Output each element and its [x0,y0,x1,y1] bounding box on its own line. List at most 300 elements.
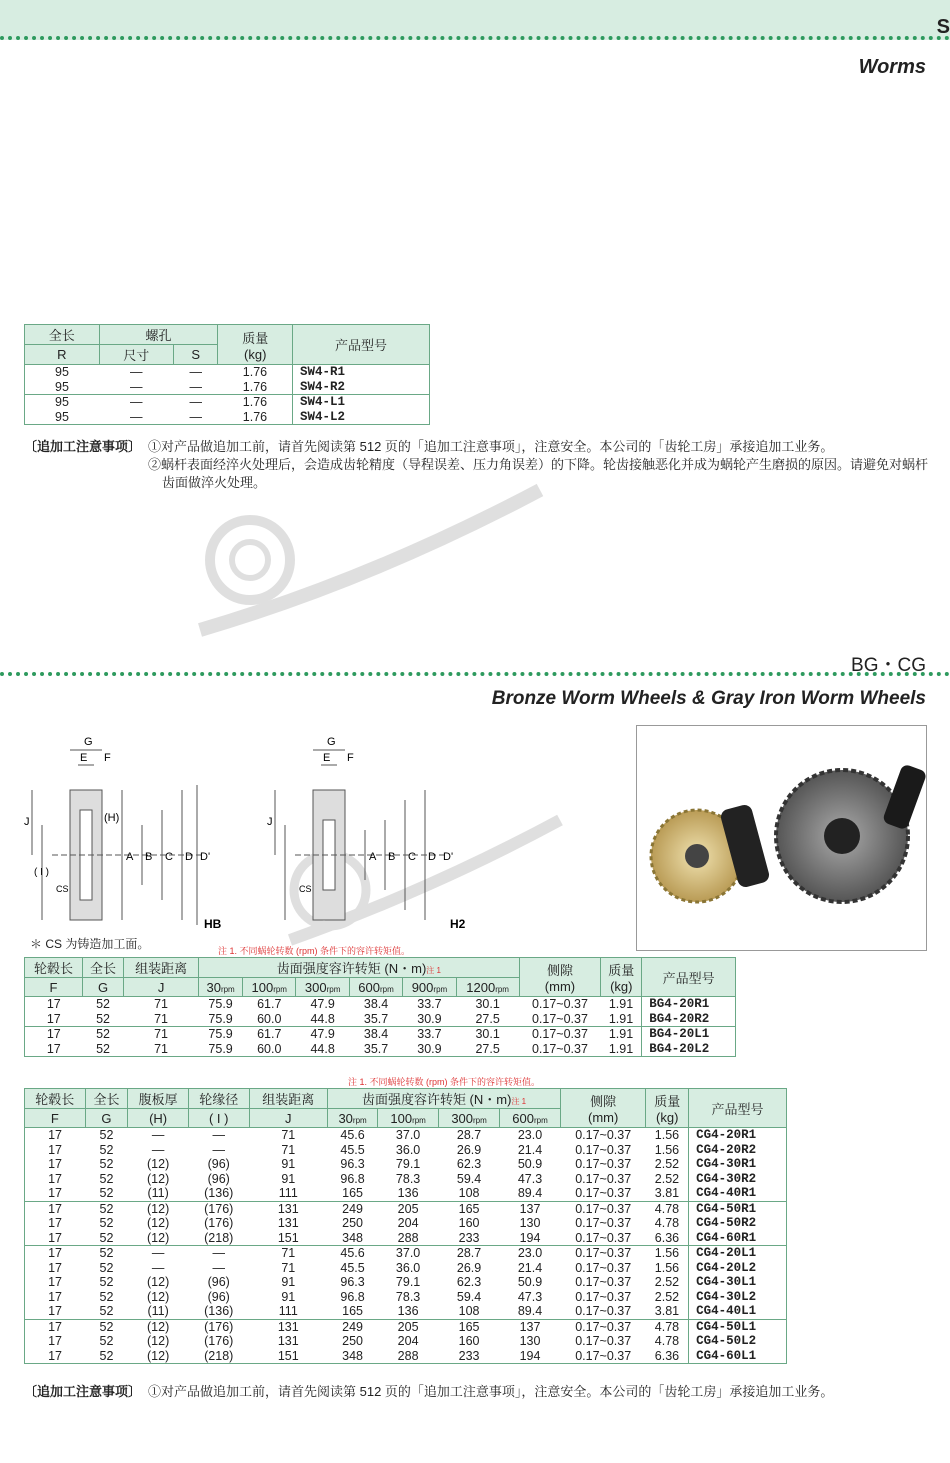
table-cell: 249 [328,1319,378,1334]
table-cell: 17 [48,1142,62,1157]
model-cell: CG4-50R1 [689,1201,787,1216]
table-cell: 17 [25,1246,86,1261]
table-cell: (218) [204,1230,234,1245]
model-cell: CG4-60R1 [689,1231,787,1246]
header-hub: 轮毂长 [25,958,83,978]
table-cell: 21.4 [517,1260,543,1275]
table-cell: 47.3 [517,1171,543,1186]
table-cell: 288 [378,1349,439,1364]
table-cell: (136) [204,1304,234,1318]
label-d: D [428,851,436,863]
table-cell: 0.17~0.37 [575,1186,632,1200]
header-full: 全长 [83,958,124,978]
table-cell: 0.17~0.37 [575,1260,632,1275]
header-rpm: 600rpm [349,978,402,997]
label-i: ( I ) [34,867,49,878]
table-cell: 52 [99,1142,114,1157]
table-cell: 38.4 [349,1027,402,1042]
table-row [25,1231,787,1246]
header-j: J [249,1109,328,1128]
table-cell: — [130,379,143,394]
model-cell: CG4-30R2 [689,1172,787,1187]
cg-torque-note: 注 1. 不同蜗轮转数 (rpm) 条件下的容许转矩值。 [348,1077,541,1087]
table-cell: 4.78 [654,1334,680,1348]
model-cell: CG4-40L1 [689,1304,787,1319]
table-cell: 0.17~0.37 [575,1275,632,1289]
table-cell: 52 [96,1011,110,1026]
label-d: D [185,851,193,863]
table-row [25,1349,787,1364]
table-cell: 60.0 [243,1042,296,1057]
table-cell: 30.9 [403,1042,456,1057]
label-e: E [80,752,88,764]
table-row [25,1042,736,1057]
table-cell: 52 [85,1201,128,1216]
table-cell: 108 [458,1186,480,1200]
header-f: F [25,978,83,997]
table-cell: 35.7 [363,1011,389,1026]
table-cell: 3.81 [654,1304,680,1318]
header-i: ( I ) [188,1109,249,1128]
worm-wheel-photo-illustration [637,726,926,950]
worm-spec-table [24,324,430,425]
worm-note-item: ①对产品做追加工前，请首先阅读第 512 页的「追加工注意事项」，注意安全。本公司的「齿轮工房」承接追加工业务。 [148,439,834,454]
table-cell: 52 [99,1289,114,1304]
table-cell: 26.9 [456,1142,482,1157]
table-cell: 250 [342,1334,364,1348]
table-cell: (176) [204,1216,234,1230]
table-cell: 131 [249,1201,328,1216]
table-cell: 71 [281,1260,296,1275]
table-cell: 96.8 [340,1171,365,1186]
table-cell: (96) [207,1171,230,1186]
table-cell: 17 [48,1128,62,1142]
table-cell: 52 [99,1171,114,1186]
table-cell: (12) [147,1334,170,1348]
table-cell: — [151,1142,165,1157]
table-cell: 204 [397,1334,419,1348]
table-cell: 0.17~0.37 [561,1349,646,1364]
table-cell: (12) [147,1157,170,1171]
bgcg-title: Bronze Worm Wheels & Gray Iron Worm Wheels [491,688,926,709]
table-cell: 0.17~0.37 [519,1042,601,1057]
table-cell: 95 [25,410,100,425]
table-cell: 71 [281,1128,296,1142]
table-row [25,1319,787,1334]
table-cell: 0.17~0.37 [575,1142,632,1157]
table-cell: 28.7 [456,1128,482,1142]
table-cell: 52 [99,1186,114,1200]
table-cell: 151 [249,1349,328,1364]
table-cell: 33.7 [403,1027,456,1042]
table-cell: 50.9 [517,1157,543,1171]
model-cell: SW4-L1 [292,395,429,410]
table-cell: 17 [25,1201,86,1216]
table-cell: 44.8 [296,1042,349,1057]
table-cell: 2.52 [654,1171,680,1186]
table-cell: 0.17~0.37 [561,1246,646,1261]
table-cell: 17 [46,997,61,1011]
label-c: C [408,851,416,863]
table-cell: 17 [46,1011,61,1026]
table-cell: 91 [281,1171,296,1186]
table-cell: 17 [48,1230,62,1245]
model-cell: CG4-30R1 [689,1157,787,1172]
table-cell: 160 [458,1216,480,1230]
table-row [25,380,430,395]
table-cell: 52 [99,1128,114,1142]
table-cell: 21.4 [517,1142,543,1157]
bg-spec-table [24,957,736,1057]
table-cell: 205 [378,1201,439,1216]
table-cell: 95 [25,395,100,410]
table-cell: 17 [48,1260,62,1275]
model-cell: CG4-20L1 [689,1246,787,1261]
label-d-prime: D' [443,851,454,863]
worm-note-item: ②蜗杆表面经淬火处理后，会造成齿轮精度（导程误差、压力角误差）的下降。轮齿接触恶化并成为蜗轮产生磨损的原因。请避免对蜗杆齿面做淬火处理。 [148,457,929,490]
table-row [25,1143,787,1158]
table-cell: 0.17~0.37 [531,1011,588,1026]
table-cell: — [188,1246,249,1261]
table-cell: 194 [519,1230,541,1245]
table-cell: 0.17~0.37 [575,1304,632,1318]
table-cell: 6.36 [654,1230,680,1245]
header-rpm: 100rpm [243,978,296,997]
header-s: S [174,345,218,365]
table-cell: 95 [55,365,69,379]
table-cell: 30.1 [475,997,500,1011]
table-cell: 45.6 [340,1128,365,1142]
table-cell: 348 [328,1349,378,1364]
table-cell: 131 [277,1334,299,1348]
table-cell: 75.9 [199,1042,243,1057]
table-row [25,1246,787,1261]
table-cell: 2.52 [654,1289,680,1304]
worm-table-body [25,365,430,425]
header-backlash: 侧隙 (mm) [561,1089,646,1128]
table-cell: 130 [519,1216,541,1230]
table-row [25,1012,736,1027]
table-cell: 17 [48,1157,62,1171]
section-edge-letter: S [936,16,950,38]
model-cell: CG4-50L1 [689,1319,787,1334]
table-cell: 1.56 [646,1246,689,1261]
table-cell: 1.76 [242,379,268,394]
table-cell: 71 [249,1246,328,1261]
header-g: G [83,978,124,997]
table-cell: 47.9 [310,997,335,1011]
table-cell: 17 [48,1334,62,1348]
header-h: (H) [128,1109,189,1128]
table-cell: 79.1 [395,1275,421,1289]
table-cell: (96) [207,1157,230,1171]
table-cell: 30.1 [456,1027,519,1042]
table-cell: 1.56 [654,1260,680,1275]
table-cell: (12) [147,1275,170,1289]
table-cell: (218) [188,1349,249,1364]
table-cell: 17 [48,1216,62,1230]
table-cell: 0.17~0.37 [531,997,588,1011]
table-cell: 59.4 [456,1171,482,1186]
table-cell: 17 [48,1171,62,1186]
table-cell: — [99,395,174,410]
table-row [25,1201,787,1216]
header-model: 产品型号 [689,1089,787,1128]
table-cell: 75.9 [208,1011,233,1026]
table-cell: 23.0 [500,1246,561,1261]
label-j: J [24,816,30,828]
table-cell: 62.3 [456,1157,482,1171]
table-cell: 59.4 [456,1289,482,1304]
model-cell: CG4-20L2 [689,1261,787,1276]
label-a: A [369,851,377,863]
table-cell: 288 [397,1230,419,1245]
table-cell: 1.91 [608,997,634,1011]
table-cell: 4.78 [654,1216,680,1230]
table-cell: 52 [99,1230,114,1245]
table-cell: — [174,410,218,425]
table-cell: 52 [99,1304,114,1318]
table-cell: (176) [188,1201,249,1216]
table-cell: — [174,395,218,410]
model-cell: CG4-50L2 [689,1334,787,1349]
table-cell: (176) [188,1319,249,1334]
table-cell: 233 [458,1230,480,1245]
table-row [25,1290,787,1305]
bg-torque-note: 注 1. 不同蜗轮转数 (rpm) 条件下的容许转矩值。 [218,946,411,956]
table-cell: 0.17~0.37 [575,1230,632,1245]
table-cell: 2.52 [654,1275,680,1289]
table-cell: 205 [378,1319,439,1334]
table-cell: 0.17~0.37 [561,1201,646,1216]
header-rpm: 600rpm [500,1109,561,1128]
label-c: C [165,851,173,863]
header-model: 产品型号 [292,325,429,365]
table-cell: 96.3 [340,1275,365,1289]
table-cell: 52 [99,1275,114,1289]
table-cell: 60.0 [257,1011,282,1026]
table-cell: 28.7 [439,1246,500,1261]
top-header-band [0,0,950,40]
h2-technical-drawing [265,730,475,935]
table-cell: — [130,365,143,379]
bottom-notes-label: 〔追加工注意事项〕 [24,1384,142,1399]
table-row [25,1304,787,1319]
table-row [25,1275,787,1290]
table-cell: 33.7 [417,997,442,1011]
table-cell: 91 [281,1157,296,1171]
table-cell: 78.3 [395,1171,421,1186]
model-cell: BG4-20R1 [642,997,736,1012]
table-cell: (12) [147,1171,170,1186]
cs-note: ＊ CS 为铸造加工面。 [30,937,150,951]
table-row [25,1027,736,1042]
table-cell: 131 [277,1216,299,1230]
table-cell: 95 [55,379,69,394]
header-rpm: 100rpm [378,1109,439,1128]
mid-divider-band [0,672,950,680]
header-screw-hole: 螺孔 [99,325,218,345]
table-cell: 160 [458,1334,480,1348]
header-mass: 质量 (kg) [218,325,293,365]
bg-table-body [25,997,736,1057]
table-cell: 37.0 [378,1246,439,1261]
table-cell: 250 [342,1216,364,1230]
table-row [25,1157,787,1172]
cg-spec-table [24,1088,787,1364]
table-cell: 52 [99,1157,114,1171]
bgcg-series-code: BG・CG [851,655,926,676]
table-cell: 61.7 [243,1027,296,1042]
table-cell: 37.0 [395,1128,421,1142]
header-web: 腹板厚 [128,1089,189,1109]
label-d-prime: D' [200,851,211,863]
table-cell: 1.56 [654,1128,680,1142]
header-torque: 齿面强度容许转矩 (N・m)注 1 [199,958,519,978]
table-cell: 165 [439,1201,500,1216]
table-cell: — [128,1246,189,1261]
table-cell: — [151,1128,165,1142]
table-cell: 111 [278,1304,298,1318]
header-rpm: 900rpm [403,978,456,997]
table-cell: 35.7 [349,1042,402,1057]
header-rpm: 30rpm [199,978,243,997]
table-row [25,997,736,1012]
table-cell: 1.76 [218,395,293,410]
table-cell: 52 [83,1042,124,1057]
table-cell: — [189,379,202,394]
header-assembly: 组装距离 [249,1089,328,1109]
table-cell: 249 [328,1201,378,1216]
table-cell: 71 [123,1042,198,1057]
table-cell: — [151,1260,165,1275]
header-rpm: 300rpm [296,978,349,997]
table-cell: — [212,1128,225,1142]
table-cell: 17 [25,1042,83,1057]
table-cell: 17 [25,1349,86,1364]
table-cell: 91 [281,1275,296,1289]
table-cell: 348 [342,1230,364,1245]
table-cell: 108 [458,1304,480,1318]
table-row [25,365,430,380]
table-cell: (96) [207,1275,230,1289]
table-cell: 71 [123,1027,198,1042]
table-cell: 17 [48,1289,62,1304]
table-cell: (136) [204,1186,234,1200]
table-cell: 52 [85,1319,128,1334]
table-cell: 130 [519,1334,541,1348]
table-cell: 0.17~0.37 [561,1319,646,1334]
table-cell: (11) [147,1304,169,1318]
table-row [25,1172,787,1187]
table-cell: 44.8 [310,1011,335,1026]
table-cell: 45.5 [340,1142,365,1157]
label-f: F [347,752,354,764]
table-cell: 52 [99,1334,114,1348]
table-cell: 52 [85,1246,128,1261]
table-cell: 91 [281,1289,296,1304]
label-f: F [104,752,111,764]
table-cell: 1.91 [601,1027,642,1042]
table-cell: — [189,365,202,379]
table-row [25,395,430,410]
table-cell: 0.17~0.37 [575,1171,632,1186]
table-cell: (12) [128,1201,189,1216]
header-mass: 质量 (kg) [601,958,642,997]
watermark-logo [180,470,560,650]
hb-technical-drawing [22,730,232,935]
table-cell: 71 [281,1142,296,1157]
table-cell: 0.17~0.37 [519,1027,601,1042]
table-cell: (12) [147,1230,170,1245]
label-b: B [145,851,153,863]
model-cell: CG4-30L2 [689,1290,787,1305]
table-cell: — [212,1260,225,1275]
header-mass: 质量 (kg) [646,1089,689,1128]
table-cell: 0.17~0.37 [575,1157,632,1171]
header-torque: 齿面强度容许转矩 (N・m)注 1 [328,1089,561,1109]
table-cell: 204 [397,1216,419,1230]
header-r: R [25,345,100,365]
table-cell: 0.17~0.37 [575,1289,632,1304]
table-cell: 137 [500,1319,561,1334]
hb-type-label: HB [204,917,222,931]
table-cell: 131 [249,1319,328,1334]
table-cell: (11) [147,1186,169,1200]
table-cell: 38.4 [363,997,389,1011]
table-cell: 151 [277,1230,299,1245]
table-cell: 17 [48,1304,62,1318]
model-cell: SW4-L2 [292,410,429,425]
table-cell: (96) [207,1289,230,1304]
header-f: F [25,1109,86,1128]
table-cell: — [212,1142,225,1157]
table-cell: 165 [342,1186,364,1200]
table-cell: 36.0 [395,1142,421,1157]
table-cell: 1.91 [608,1011,634,1026]
label-h: (H) [104,812,120,824]
header-rpm: 1200rpm [456,978,519,997]
table-cell: 1.56 [654,1142,680,1157]
table-cell: 89.4 [517,1304,543,1318]
table-cell: 47.9 [296,1027,349,1042]
table-cell: 71 [154,1011,169,1026]
label-e: E [323,752,331,764]
header-hub: 轮毂长 [25,1089,86,1109]
table-cell: 96.8 [340,1289,365,1304]
product-photo [636,725,927,951]
table-cell: 165 [439,1319,500,1334]
label-j: J [267,816,273,828]
table-cell: 1.76 [242,365,268,379]
label-a: A [126,851,134,863]
model-cell: CG4-20R1 [689,1128,787,1143]
model-cell: SW4-R2 [292,380,429,395]
table-cell: 17 [25,1319,86,1334]
table-row [25,1334,787,1349]
header-assembly: 组装距离 [123,958,198,978]
table-cell: 4.78 [646,1319,689,1334]
model-cell: SW4-R1 [292,365,429,380]
header-model: 产品型号 [642,958,736,997]
table-cell: 17 [48,1186,62,1200]
table-cell: 136 [397,1186,419,1200]
model-cell: CG4-60L1 [689,1349,787,1364]
table-cell: 136 [397,1304,419,1318]
worms-title: Worms [858,56,926,78]
table-cell: 50.9 [517,1275,543,1289]
model-cell: BG4-20R2 [642,1012,736,1027]
